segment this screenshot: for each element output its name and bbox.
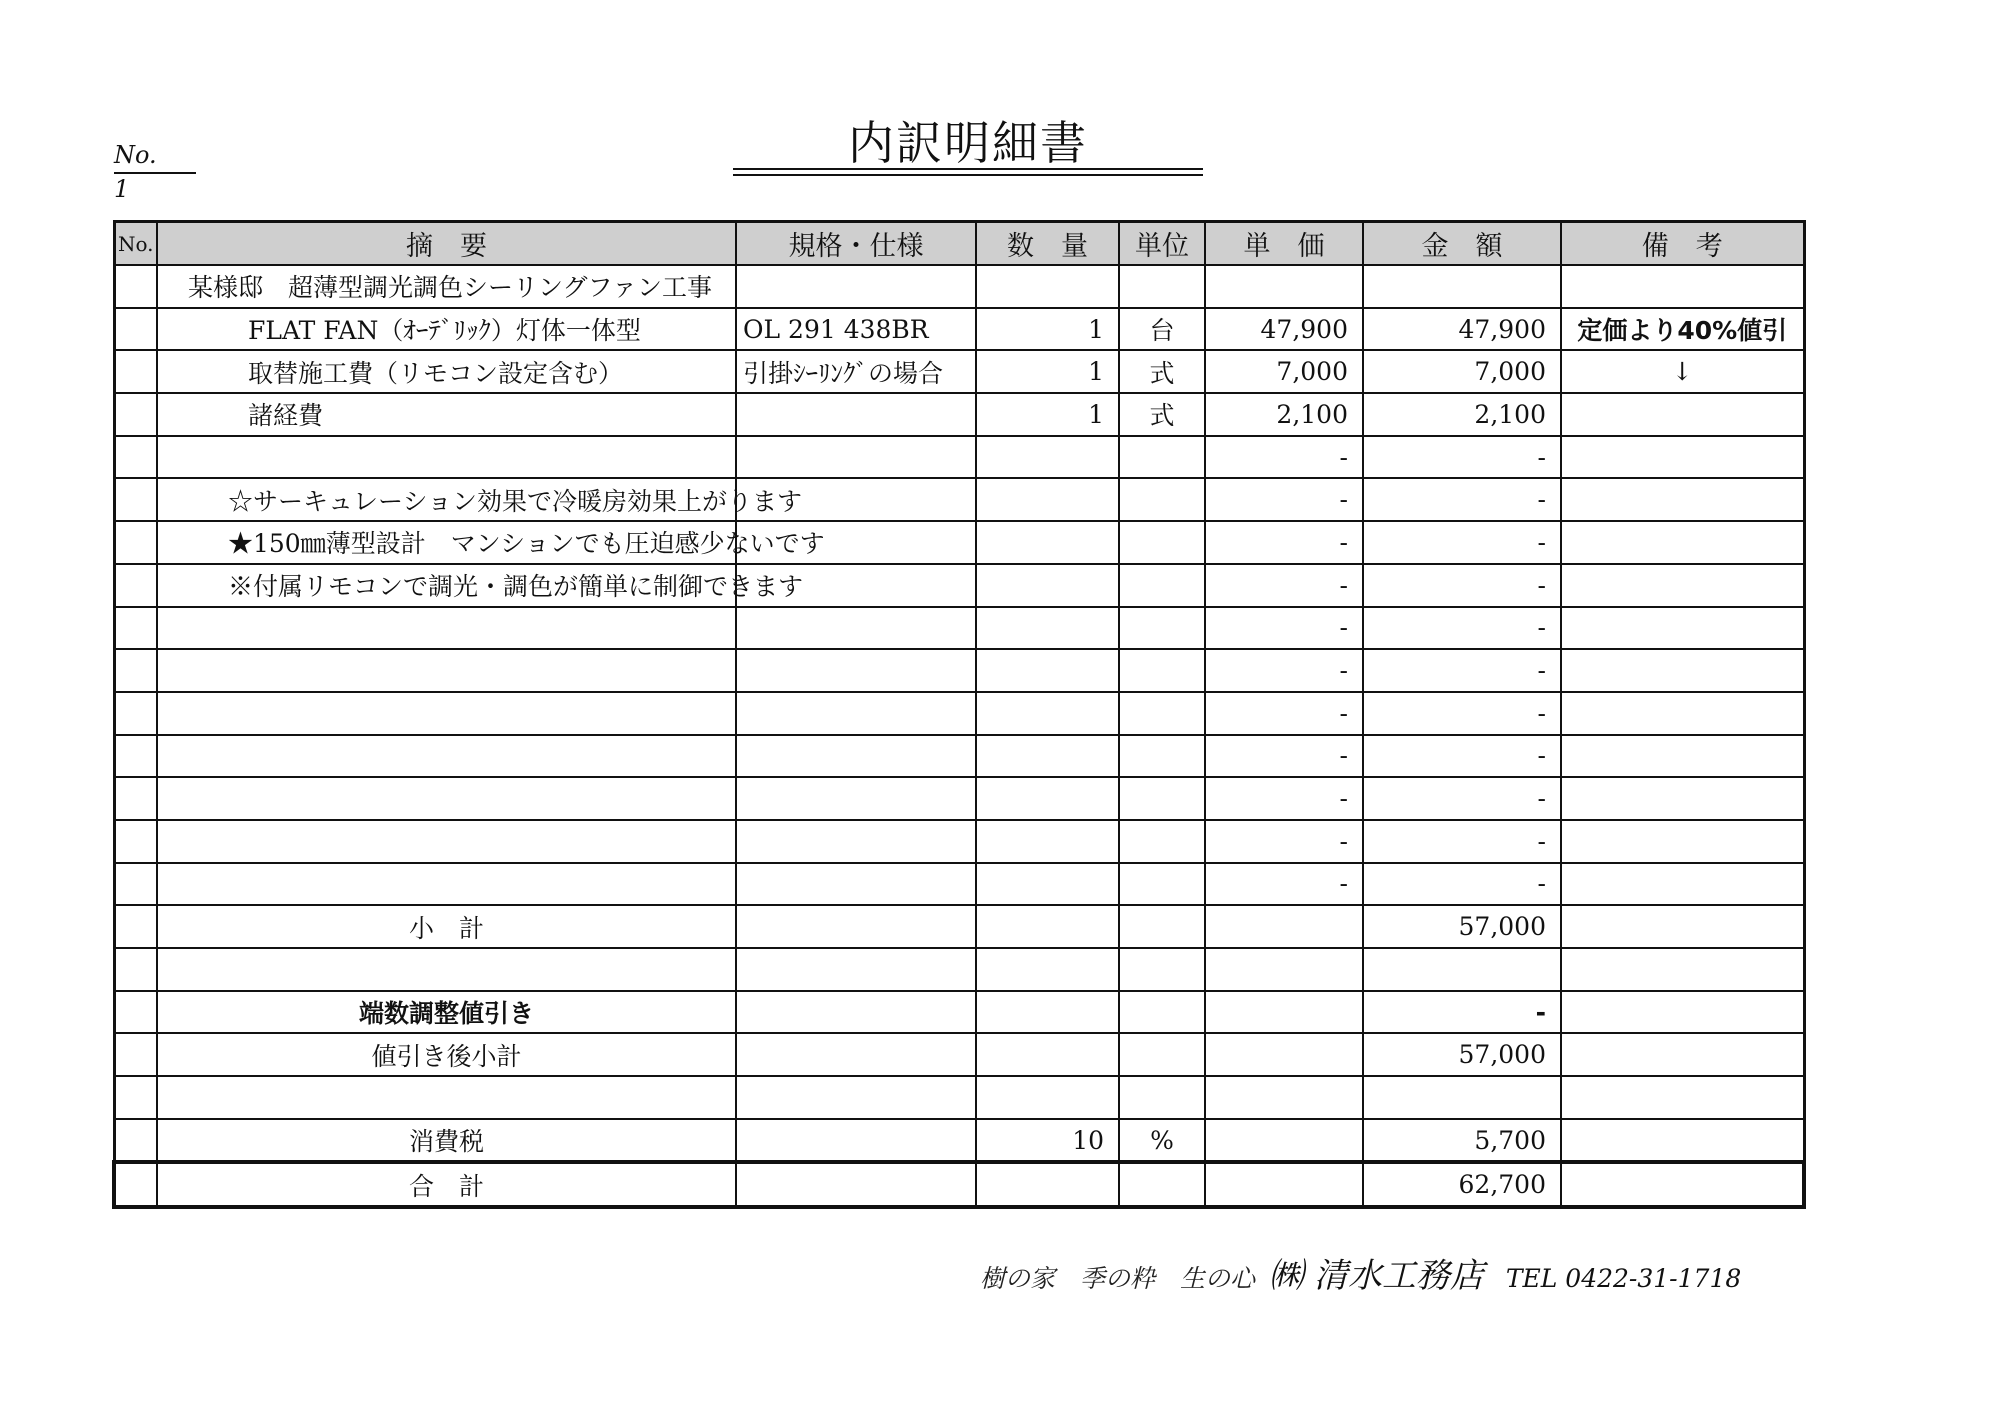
cell-description [157, 735, 736, 778]
cell-amount: 7,000 [1363, 350, 1561, 393]
company-tel: TEL 0422-31-1718 [1505, 1264, 1742, 1293]
company-name: ㈱ 清水工務店 [1269, 1256, 1484, 1296]
cell-remarks [1561, 777, 1804, 820]
cell-description [157, 948, 736, 991]
tax-rate: 10 [976, 1119, 1119, 1163]
cell-unit [1119, 521, 1205, 564]
cell-unit-price: 47,900 [1205, 308, 1363, 351]
cell-unit [1119, 1033, 1205, 1076]
document-number [114, 138, 196, 203]
cell-spec [736, 1033, 976, 1076]
cell-spec [736, 820, 976, 863]
header-description: 摘 要 [157, 222, 736, 266]
cell-unit-price: - [1205, 777, 1363, 820]
cell-no [114, 735, 157, 778]
cell-remarks [1561, 735, 1804, 778]
cell-unit [1119, 265, 1205, 308]
total-row [114, 1162, 1804, 1207]
cell-quantity [976, 478, 1119, 521]
cell-unit [1119, 649, 1205, 692]
cell-unit-price: - [1205, 478, 1363, 521]
cell-spec [736, 1162, 976, 1207]
cell-unit-price: - [1205, 863, 1363, 906]
cell-spec [736, 735, 976, 778]
cell-amount: - [1363, 478, 1561, 521]
table-row [114, 350, 1804, 393]
document-number-value: 1 [114, 175, 130, 203]
cell-no [114, 1119, 157, 1163]
cell-unit-price [1205, 1076, 1363, 1119]
cell-no [114, 820, 157, 863]
cell-unit [1119, 905, 1205, 948]
cell-remarks [1561, 820, 1804, 863]
header-no: No. [114, 222, 157, 266]
header-amount: 金 額 [1363, 222, 1561, 266]
cell-amount [1363, 1076, 1561, 1119]
table-row [114, 564, 1804, 607]
total-label: 合 計 [157, 1162, 736, 1207]
cell-unit-price: 7,000 [1205, 350, 1363, 393]
cell-description: ※付属リモコンで調光・調色が簡単に制御できます [157, 564, 736, 607]
cell-unit [1119, 1076, 1205, 1119]
cell-spec: 引掛ｼｰﾘﾝｸﾞの場合 [736, 350, 976, 393]
cell-remarks [1561, 649, 1804, 692]
subtotal-amount: 57,000 [1363, 905, 1561, 948]
cell-remarks [1561, 265, 1804, 308]
cell-remarks: ↓ [1561, 350, 1804, 393]
cell-quantity: 1 [976, 350, 1119, 393]
cell-description: 某様邸 超薄型調光調色シーリングファン工事 [157, 265, 736, 308]
cell-no [114, 692, 157, 735]
subtotal-label: 小 計 [157, 905, 736, 948]
cell-unit [1119, 478, 1205, 521]
table-row [114, 521, 1804, 564]
cell-spec [736, 436, 976, 479]
blank-row [114, 948, 1804, 991]
table-row [114, 735, 1804, 778]
table-row [114, 436, 1804, 479]
subtotal-row [114, 905, 1804, 948]
cell-unit: 台 [1119, 308, 1205, 351]
cell-quantity [976, 1162, 1119, 1207]
document-number-label: No. [114, 141, 157, 169]
cell-unit-price [1205, 1162, 1363, 1207]
cell-remarks [1561, 692, 1804, 735]
cell-no [114, 1162, 157, 1207]
cell-no [114, 521, 157, 564]
cell-quantity [976, 863, 1119, 906]
cell-unit-price: - [1205, 692, 1363, 735]
cell-no [114, 607, 157, 650]
cell-no [114, 436, 157, 479]
cell-amount: - [1363, 863, 1561, 906]
cell-remarks [1561, 393, 1804, 436]
cell-no [114, 478, 157, 521]
cell-remarks: 定価より40%値引 [1561, 308, 1804, 351]
cell-amount: - [1363, 521, 1561, 564]
cell-quantity [976, 820, 1119, 863]
table-row [114, 863, 1804, 906]
cell-amount: - [1363, 436, 1561, 479]
cell-spec [736, 905, 976, 948]
cell-unit [1119, 607, 1205, 650]
cell-unit-price: - [1205, 436, 1363, 479]
cell-unit-price: - [1205, 521, 1363, 564]
cell-description: ★150㎜薄型設計 マンションでも圧迫感少ないです [157, 521, 736, 564]
cell-spec [736, 991, 976, 1034]
cell-amount: 2,100 [1363, 393, 1561, 436]
cell-spec [736, 607, 976, 650]
cell-quantity [976, 436, 1119, 479]
cell-unit [1119, 692, 1205, 735]
company-footer [980, 1248, 1780, 1296]
cell-unit-price: - [1205, 564, 1363, 607]
tax-row [114, 1119, 1804, 1163]
cell-spec [736, 649, 976, 692]
cell-remarks [1561, 478, 1804, 521]
table-row [114, 820, 1804, 863]
cell-description: FLAT FAN（ｵｰﾃﾞﾘｯｸ）灯体一体型 [157, 308, 736, 351]
cell-spec [736, 863, 976, 906]
cell-no [114, 649, 157, 692]
after-discount-subtotal-amount: 57,000 [1363, 1033, 1561, 1076]
after-discount-subtotal-label: 値引き後小計 [157, 1033, 736, 1076]
total-amount: 62,700 [1363, 1162, 1561, 1207]
cell-amount: - [1363, 564, 1561, 607]
cell-unit [1119, 863, 1205, 906]
cell-spec [736, 1076, 976, 1119]
cell-no [114, 1076, 157, 1119]
cell-no [114, 863, 157, 906]
cell-unit [1119, 991, 1205, 1034]
blank-row [114, 1076, 1804, 1119]
rounding-discount-row [114, 991, 1804, 1034]
itemized-statement-table [112, 220, 1806, 1209]
cell-no [114, 350, 157, 393]
title-underline-double [733, 174, 1203, 176]
cell-unit [1119, 436, 1205, 479]
cell-unit [1119, 820, 1205, 863]
cell-remarks [1561, 1119, 1804, 1163]
cell-remarks [1561, 1162, 1804, 1207]
cell-unit-price [1205, 1119, 1363, 1163]
cell-remarks [1561, 436, 1804, 479]
cell-quantity [976, 948, 1119, 991]
cell-description: 諸経費 [157, 393, 736, 436]
cell-quantity [976, 607, 1119, 650]
cell-description [157, 649, 736, 692]
cell-unit-price [1205, 991, 1363, 1034]
cell-spec [736, 393, 976, 436]
header-unit: 単位 [1119, 222, 1205, 266]
cell-quantity [976, 521, 1119, 564]
cell-unit-price: - [1205, 607, 1363, 650]
cell-remarks [1561, 1076, 1804, 1119]
cell-remarks [1561, 607, 1804, 650]
cell-unit: 式 [1119, 350, 1205, 393]
cell-no [114, 265, 157, 308]
cell-unit [1119, 735, 1205, 778]
cell-quantity [976, 991, 1119, 1034]
cell-amount: - [1363, 692, 1561, 735]
cell-no [114, 905, 157, 948]
cell-remarks [1561, 905, 1804, 948]
cell-quantity [976, 265, 1119, 308]
cell-unit-price [1205, 905, 1363, 948]
cell-unit [1119, 1162, 1205, 1207]
cell-quantity [976, 777, 1119, 820]
cell-description [157, 692, 736, 735]
cell-description [157, 777, 736, 820]
table-row [114, 265, 1804, 308]
cell-amount: - [1363, 820, 1561, 863]
cell-description [157, 1076, 736, 1119]
cell-quantity: 1 [976, 393, 1119, 436]
header-spec: 規格・仕様 [736, 222, 976, 266]
cell-description [157, 820, 736, 863]
cell-amount: - [1363, 607, 1561, 650]
table-row [114, 692, 1804, 735]
cell-no [114, 308, 157, 351]
cell-remarks [1561, 564, 1804, 607]
cell-unit-price: - [1205, 735, 1363, 778]
cell-no [114, 991, 157, 1034]
cell-no [114, 393, 157, 436]
cell-remarks [1561, 863, 1804, 906]
cell-unit-price [1205, 948, 1363, 991]
table-row [114, 308, 1804, 351]
cell-no [114, 777, 157, 820]
table-row [114, 649, 1804, 692]
cell-remarks [1561, 1033, 1804, 1076]
company-motto: 樹の家 季の粋 生の心 [980, 1264, 1256, 1293]
cell-quantity [976, 735, 1119, 778]
cell-amount: - [1363, 735, 1561, 778]
header-remarks: 備 考 [1561, 222, 1804, 266]
page-title: 内訳明細書 [848, 116, 1088, 170]
table-row [114, 478, 1804, 521]
cell-spec [736, 692, 976, 735]
cell-description: ☆サーキュレーション効果で冷暖房効果上がります [157, 478, 736, 521]
cell-description [157, 607, 736, 650]
cell-quantity [976, 1076, 1119, 1119]
header-quantity: 数 量 [976, 222, 1119, 266]
cell-spec [736, 777, 976, 820]
after-discount-subtotal-row [114, 1033, 1804, 1076]
cell-spec [736, 1119, 976, 1163]
cell-remarks [1561, 521, 1804, 564]
cell-quantity [976, 905, 1119, 948]
cell-unit [1119, 948, 1205, 991]
cell-spec [736, 265, 976, 308]
cell-no [114, 564, 157, 607]
tax-amount: 5,700 [1363, 1119, 1561, 1163]
tax-unit: % [1119, 1119, 1205, 1163]
cell-unit-price: - [1205, 820, 1363, 863]
cell-quantity: 1 [976, 308, 1119, 351]
cell-spec: OL 291 438BR [736, 308, 976, 351]
rounding-discount-label: 端数調整値引き [157, 991, 736, 1034]
table-row [114, 607, 1804, 650]
cell-unit: 式 [1119, 393, 1205, 436]
cell-amount: 47,900 [1363, 308, 1561, 351]
cell-no [114, 1033, 157, 1076]
cell-amount [1363, 948, 1561, 991]
cell-amount: - [1363, 777, 1561, 820]
cell-remarks [1561, 991, 1804, 1034]
cell-unit [1119, 564, 1205, 607]
cell-quantity [976, 649, 1119, 692]
cell-description [157, 863, 736, 906]
cell-unit-price: - [1205, 649, 1363, 692]
cell-spec [736, 948, 976, 991]
title-underline [733, 168, 1203, 170]
cell-amount: - [1363, 649, 1561, 692]
cell-amount [1363, 265, 1561, 308]
cell-description: 取替施工費（リモコン設定含む） [157, 350, 736, 393]
rounding-discount-amount: - [1363, 991, 1561, 1034]
cell-quantity [976, 1033, 1119, 1076]
cell-unit [1119, 777, 1205, 820]
cell-quantity [976, 564, 1119, 607]
cell-unit-price [1205, 265, 1363, 308]
table-row [114, 777, 1804, 820]
table-header-row [114, 222, 1804, 266]
table-row [114, 393, 1804, 436]
cell-unit-price [1205, 1033, 1363, 1076]
header-unit-price: 単 価 [1205, 222, 1363, 266]
tax-label: 消費税 [157, 1119, 736, 1163]
cell-unit-price: 2,100 [1205, 393, 1363, 436]
cell-no [114, 948, 157, 991]
cell-description [157, 436, 736, 479]
cell-remarks [1561, 948, 1804, 991]
cell-quantity [976, 692, 1119, 735]
